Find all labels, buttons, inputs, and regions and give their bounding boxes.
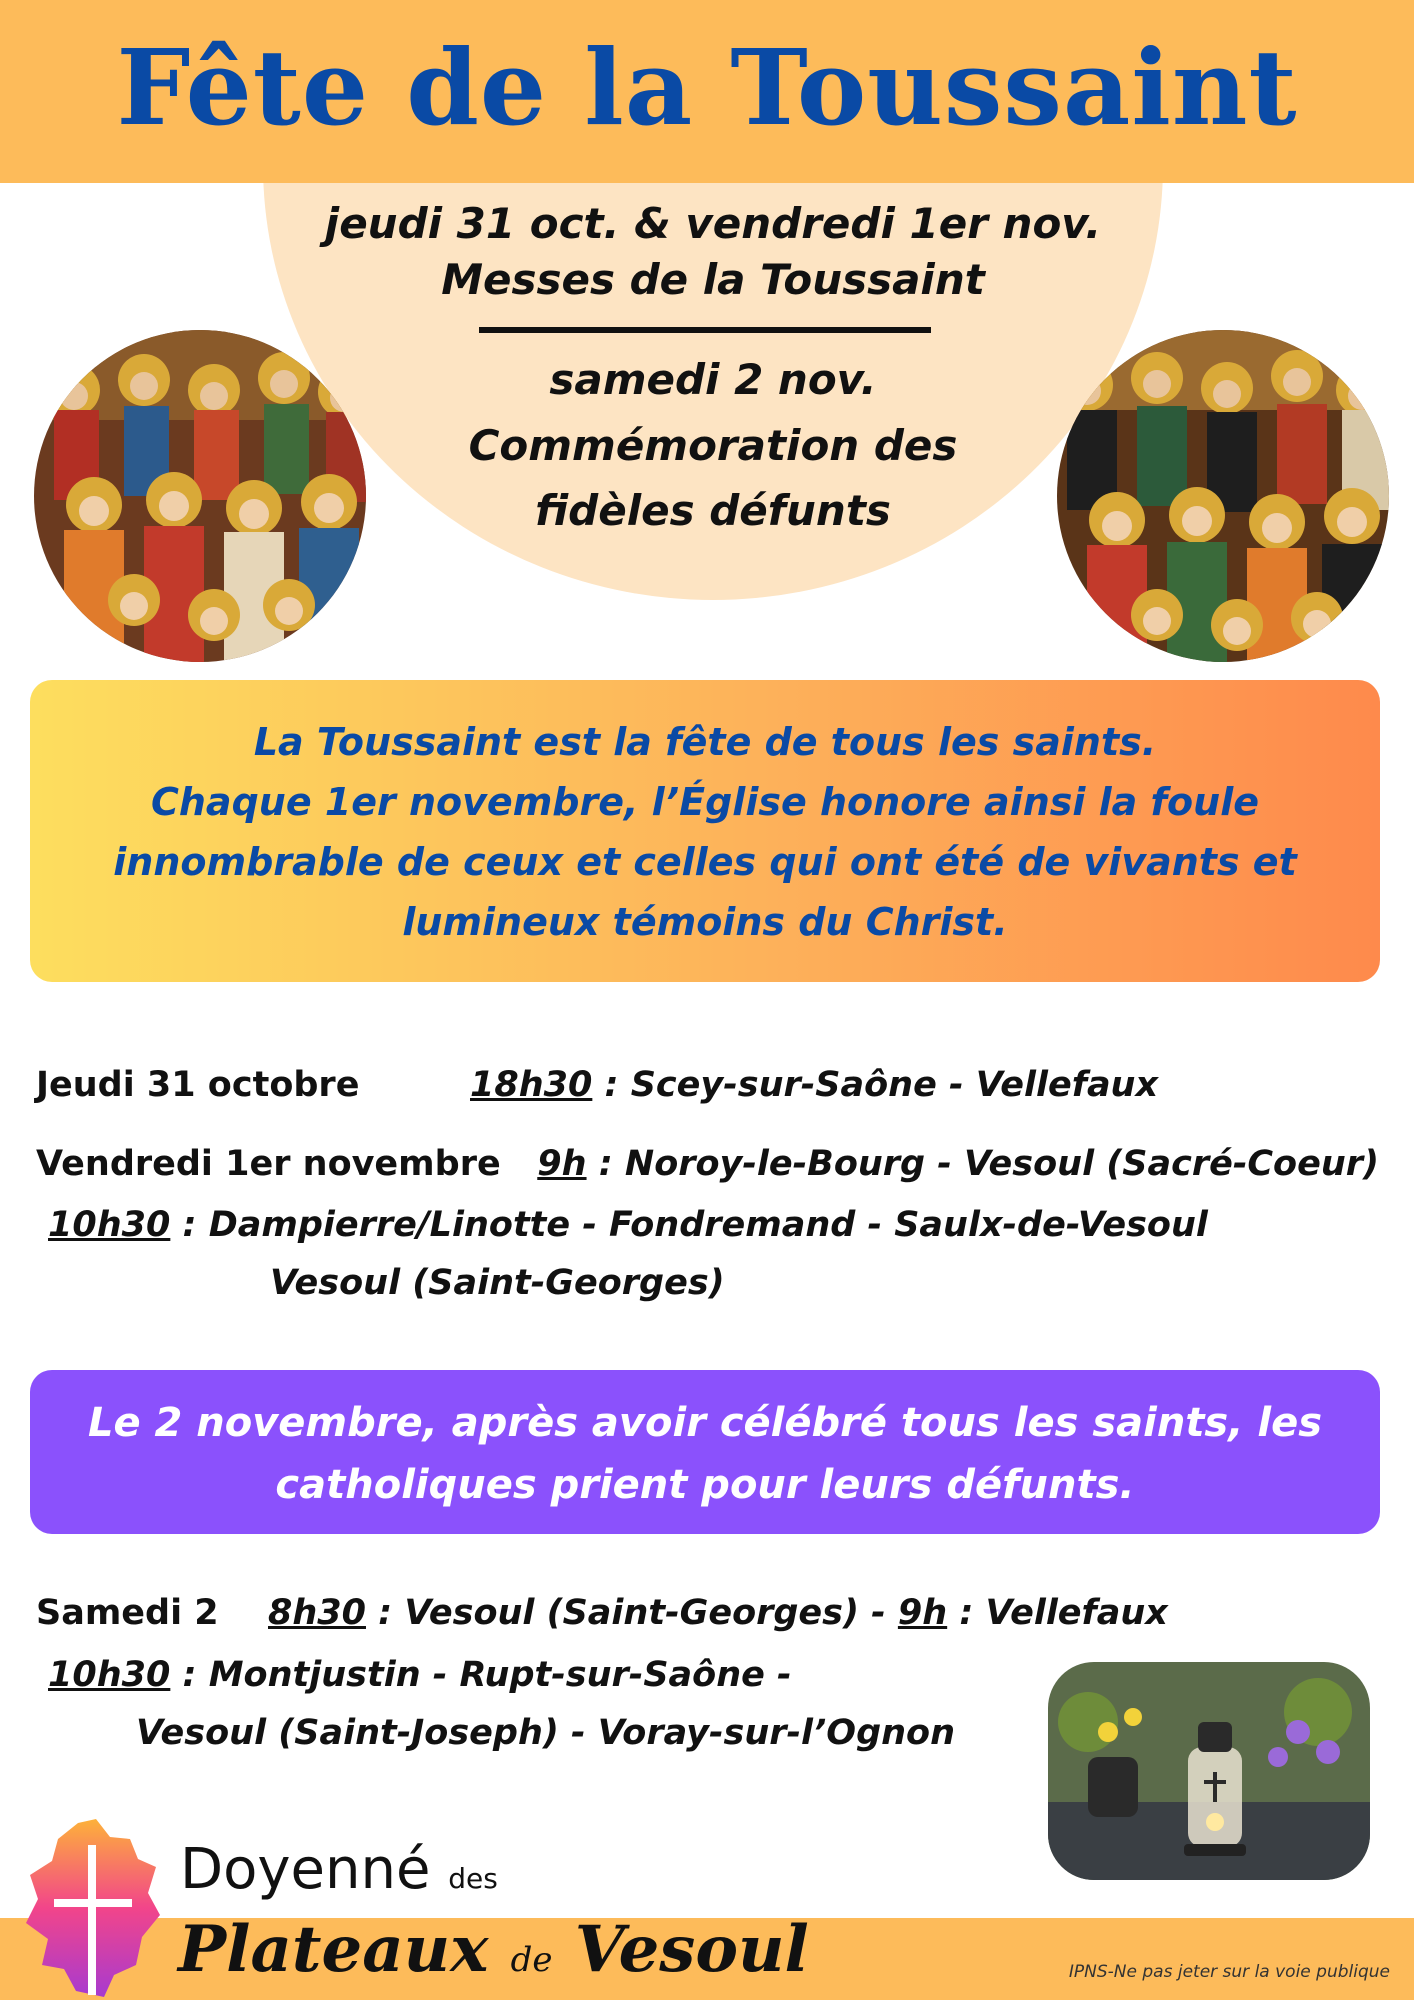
friday-time-1: 9h (537, 1144, 587, 1184)
saturday-places-2: : Vellefaux (947, 1593, 1168, 1633)
logo-doyenne-word: Doyenné (180, 1837, 431, 1902)
friday-places-1: : Noroy-le-Bourg - Vesoul (Sacré-Coeur) (586, 1144, 1380, 1184)
defunts-text (60, 1392, 1350, 1516)
logo-de-word: de (510, 1940, 553, 1980)
intro-line-1: La Toussaint est la fête de tous les saints. (253, 720, 1157, 764)
saturday-time-2: 9h (897, 1593, 948, 1633)
defunts-line-1: Le 2 novembre, après avoir célébré tous les saints, les (87, 1400, 1323, 1446)
saturday-schedule-line-3 (136, 1710, 955, 1756)
logo-vesoul-word: Vesoul (574, 1912, 809, 1987)
defunts-line-2: catholiques prient pour leurs défunts. (275, 1462, 1135, 1508)
circle-commemoration-line: Commémoration des (468, 421, 958, 470)
friday-places-2: : Dampierre/Linotte - Fondremand - Saulx-de-Vesoul (170, 1205, 1208, 1245)
intro-line-4: lumineux témoins du Christ. (402, 900, 1008, 944)
saturday-places-4: Vesoul (Saint-Joseph) - Voray-sur-l’Ognon (136, 1713, 955, 1753)
friday-schedule-line-1 (36, 1141, 1379, 1187)
friday-schedule-line-2 (48, 1202, 1208, 1248)
thursday-places: : Scey-sur-Saône - Vellefaux (592, 1065, 1159, 1105)
thursday-time: 18h30 (470, 1065, 593, 1105)
friday-schedule-line-3 (270, 1260, 725, 1306)
intro-line-3: innombrable de ceux et celles qui ont été de vivants et (113, 840, 1297, 884)
saturday-time-1: 8h30 (268, 1593, 366, 1633)
logo-plateaux-word: Plateaux (178, 1912, 489, 1987)
saturday-places-1: : Vesoul (Saint-Georges) - (365, 1593, 898, 1633)
page-title: Fête de la Toussaint (116, 26, 1298, 149)
circle-dates-line: jeudi 31 oct. & vendredi 1er nov. (324, 199, 1102, 248)
saturday-schedule-line-2 (48, 1652, 792, 1698)
saturday-places-3: : Montjustin - Rupt-sur-Saône - (170, 1655, 792, 1695)
saturday-schedule-line-1 (268, 1590, 1168, 1636)
candle-photo (1048, 1662, 1370, 1880)
logo-text-plateaux (178, 1905, 809, 2005)
circle-masses-line: Messes de la Toussaint (441, 255, 985, 304)
logo-des-word: des (448, 1862, 498, 1895)
intro-text (60, 712, 1350, 952)
friday-day-label: Vendredi 1er novembre (36, 1144, 501, 1184)
thursday-schedule (470, 1062, 1158, 1108)
friday-time-2: 10h30 (48, 1205, 171, 1245)
saturday-day-label: Samedi 2 (36, 1593, 219, 1633)
saturday-time-3: 10h30 (48, 1655, 171, 1695)
circle-saturday-line: samedi 2 nov. (549, 355, 877, 404)
doyenne-logo-icon (18, 1815, 168, 2000)
divider-line (479, 327, 931, 333)
intro-line-2: Chaque 1er novembre, l’Église honore ainsi la foule (150, 780, 1260, 824)
footer-note: IPNS-Ne pas jeter sur la voie publique (1068, 1962, 1390, 1982)
circle-faithful-line: fidèles défunts (535, 486, 891, 535)
logo-text-doyenne (180, 1835, 498, 1914)
thursday-day-label: Jeudi 31 octobre (36, 1065, 360, 1105)
friday-places-3: Vesoul (Saint-Georges) (270, 1263, 725, 1303)
